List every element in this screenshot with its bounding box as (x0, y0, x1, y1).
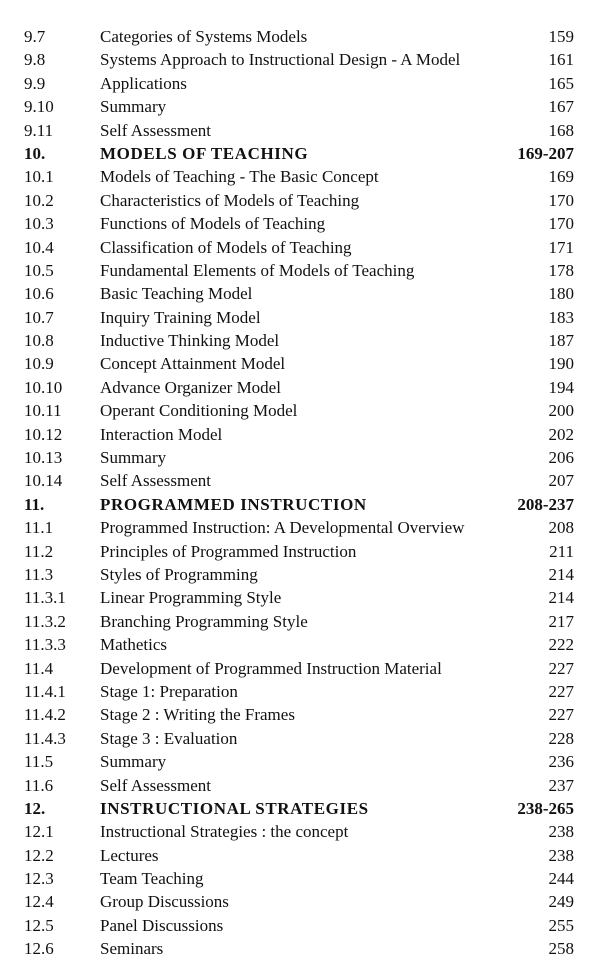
toc-entry-page: 165 (548, 73, 574, 93)
toc-entry-number: 12. (24, 798, 46, 818)
toc-entry-number: 10.1 (24, 167, 54, 187)
toc-entry-number: 11.2 (24, 541, 54, 561)
toc-entry-number: 11.3.1 (24, 588, 66, 608)
toc-entry-title: Interaction Model (100, 424, 223, 444)
toc-entry-title: Development of Programmed Instruction Material (100, 658, 442, 678)
toc-entry-page: 208 (548, 518, 574, 538)
toc-entry-title: Applications (100, 73, 187, 93)
toc-entry-row (0, 703, 600, 726)
toc-chapter-row (0, 493, 600, 516)
toc-entry-page: 170 (548, 214, 574, 234)
toc-entry-page: 238-265 (517, 798, 574, 818)
toc-entry-page: 159 (548, 27, 574, 46)
toc-entry-page: 171 (548, 237, 574, 257)
toc-entry-row (0, 937, 600, 960)
toc-entry-row (0, 610, 600, 633)
toc-entry-title: Self Assessment (100, 471, 211, 491)
toc-entry-number: 9.9 (24, 73, 46, 93)
toc-entry-number: 11.4 (24, 658, 54, 678)
toc-entry-row (0, 633, 600, 656)
toc-entry-number: 11.4.2 (24, 705, 66, 725)
toc-entry-title: Programmed Instruction: A Developmental Overview (100, 518, 465, 538)
toc-entry-title: Concept Attainment Model (100, 354, 286, 374)
toc-entry-page: 168 (548, 120, 574, 140)
toc-entry-title: Summary (100, 97, 167, 117)
toc-entry-title: Classification of Models of Teaching (100, 237, 352, 257)
toc-entry-page: 211 (549, 541, 574, 561)
toc-entry-row (0, 914, 600, 937)
toc-entry-title: Summary (100, 448, 167, 468)
toc-entry-title: Functions of Models of Teaching (100, 214, 326, 234)
toc-entry-title: Stage 1: Preparation (100, 681, 238, 701)
toc-entry-number: 10.11 (24, 401, 62, 421)
toc-entry-page: 200 (548, 401, 574, 421)
toc-entry-number: 12.3 (24, 869, 54, 889)
toc-entry-number: 12.5 (24, 915, 54, 935)
toc-entry-row (0, 282, 600, 305)
toc-entry-title: PROGRAMMED INSTRUCTION (100, 494, 367, 514)
toc-entry-row (0, 423, 600, 446)
toc-entry-number: 11.3 (24, 564, 54, 584)
toc-entry-row (0, 95, 600, 118)
toc-entry-title: Advance Organizer Model (100, 377, 281, 397)
toc-entry-page: 207 (548, 471, 574, 491)
toc-entry-page: 214 (548, 564, 574, 584)
toc-entry-number: 11.1 (24, 518, 54, 538)
toc-entry-row (0, 259, 600, 282)
toc-entry-row (0, 72, 600, 95)
toc-entry-row (0, 657, 600, 680)
toc-entry-row (0, 820, 600, 843)
toc-entry-page: 180 (548, 284, 574, 304)
toc-entry-number: 10.12 (24, 424, 63, 444)
toc-entry-title: Group Discussions (100, 892, 229, 912)
toc-entry-row (0, 774, 600, 797)
toc-entry-page: 202 (548, 424, 574, 444)
toc-entry-number: 11.3.3 (24, 635, 66, 655)
toc-entry-number: 11. (24, 494, 45, 514)
toc-entry-number: 11.5 (24, 752, 54, 772)
toc-entry-page: 238 (548, 845, 574, 865)
toc-entry-page: 222 (548, 635, 574, 655)
toc-entry-number: 10.5 (24, 260, 54, 280)
toc-entry-title: Instructional Strategies : the concept (100, 822, 349, 842)
toc-entry-row (0, 890, 600, 913)
toc-entry-title: INSTRUCTIONAL STRATEGIES (100, 798, 369, 818)
toc-entry-title: Branching Programming Style (100, 611, 308, 631)
toc-entry-page: 258 (548, 939, 574, 959)
toc-entry-number: 10. (24, 143, 46, 163)
toc-entry-page: 214 (548, 588, 574, 608)
toc-entry-title: Lectures (100, 845, 159, 865)
toc-entry-title: Systems Approach to Instructional Design - A Model (100, 50, 461, 70)
toc-entry-title: Characteristics of Models of Teaching (100, 190, 360, 210)
toc-entry-number: 11.4.1 (24, 681, 66, 701)
toc-entry-title: Panel Discussions (100, 915, 224, 935)
toc-entry-page: 169 (548, 167, 574, 187)
toc-entry-number: 11.3.2 (24, 611, 66, 631)
toc-entry-title: Basic Teaching Model (100, 284, 253, 304)
toc-entry-page: 236 (548, 752, 574, 772)
toc-entry-row (0, 563, 600, 586)
toc-entry-title: Categories of Systems Models (100, 27, 308, 46)
toc-entry-title: Inquiry Training Model (100, 307, 261, 327)
toc-entry-title: Mathetics (100, 635, 168, 655)
toc-entry-row (0, 119, 600, 142)
toc-entry-page: 183 (548, 307, 574, 327)
toc-entry-row (0, 469, 600, 492)
toc-entry-number: 10.13 (24, 448, 63, 468)
toc-entry-page: 227 (548, 705, 574, 725)
toc-entry-page: 194 (548, 377, 574, 397)
toc-entry-row (0, 376, 600, 399)
toc-entry-page: 190 (548, 354, 574, 374)
toc-entry-page: 167 (548, 97, 574, 117)
toc-entry-row (0, 586, 600, 609)
toc-entry-number: 11.6 (24, 775, 54, 795)
toc-entry-number: 11.4.3 (24, 728, 66, 748)
toc-entry-row (0, 540, 600, 563)
toc-entry-number: 10.9 (24, 354, 54, 374)
toc-entry-title: MODELS OF TEACHING (100, 143, 309, 163)
toc-entry-number: 9.11 (24, 120, 54, 140)
toc-entry-number: 10.6 (24, 284, 54, 304)
toc-entry-title: Principles of Programmed Instruction (100, 541, 357, 561)
toc-entry-number: 12.1 (24, 822, 54, 842)
toc-entry-row (0, 48, 600, 71)
toc-entry-title: Inductive Thinking Model (100, 331, 280, 351)
toc-entry-page: 217 (548, 611, 574, 631)
toc-entry-title: Self Assessment (100, 775, 211, 795)
toc-entry-row (0, 25, 600, 48)
toc-entry-row (0, 165, 600, 188)
toc-entry-row (0, 189, 600, 212)
toc-entry-title: Linear Programming Style (100, 588, 282, 608)
toc-entry-number: 10.8 (24, 331, 54, 351)
toc-entry-row (0, 352, 600, 375)
toc-entry-row (0, 844, 600, 867)
toc-chapter-row (0, 142, 600, 165)
toc-entry-number: 9.7 (24, 27, 46, 46)
toc-entry-title: Stage 2 : Writing the Frames (100, 705, 295, 725)
toc-entry-title: Models of Teaching - The Basic Concept (100, 167, 379, 187)
toc-entry-row (0, 727, 600, 750)
toc-entry-number: 9.10 (24, 97, 54, 117)
toc-entry-page: 170 (548, 190, 574, 210)
toc-entry-title: Fundamental Elements of Models of Teaching (100, 260, 415, 280)
toc-entry-row (0, 516, 600, 539)
toc-entry-row (0, 750, 600, 773)
toc-entry-title: Stage 3 : Evaluation (100, 728, 238, 748)
toc-chapter-row (0, 797, 600, 820)
toc-entry-number: 12.4 (24, 892, 54, 912)
toc-entry-page: 161 (548, 50, 574, 70)
toc-entry-page: 206 (548, 448, 574, 468)
toc-entry-number: 10.7 (24, 307, 54, 327)
toc-entry-row (0, 867, 600, 890)
toc-entry-page: 178 (548, 260, 574, 280)
toc-entry-row (0, 446, 600, 469)
toc-entry-number: 10.2 (24, 190, 54, 210)
toc-entry-number: 10.4 (24, 237, 54, 257)
toc-entry-page: 227 (548, 681, 574, 701)
toc-entry-row (0, 236, 600, 259)
toc-entry-title: Styles of Programming (100, 564, 258, 584)
toc-entry-page: 169-207 (517, 143, 574, 163)
toc-entry-title: Team Teaching (100, 869, 204, 889)
toc-entry-page: 187 (548, 331, 574, 351)
toc-entry-number: 9.8 (24, 50, 46, 70)
toc-entry-title: Self Assessment (100, 120, 211, 140)
toc-entry-page: 244 (548, 869, 574, 889)
toc-entry-title: Operant Conditioning Model (100, 401, 298, 421)
toc-entry-page: 237 (548, 775, 574, 795)
toc-entry-row (0, 329, 600, 352)
toc-entry-title: Seminars (100, 939, 164, 959)
toc-entry-number: 10.3 (24, 214, 54, 234)
toc-entry-row (0, 399, 600, 422)
toc-entry-number: 10.14 (24, 471, 63, 491)
toc-entry-page: 255 (548, 915, 574, 935)
toc-entry-row (0, 680, 600, 703)
toc-entry-number: 10.10 (24, 377, 63, 397)
toc-entry-page: 228 (548, 728, 574, 748)
toc-entry-page: 208-237 (517, 494, 574, 514)
toc-entry-number: 12.6 (24, 939, 54, 959)
toc-entry-page: 227 (548, 658, 574, 678)
toc-entry-page: 249 (548, 892, 574, 912)
toc-entry-row (0, 306, 600, 329)
toc-entry-page: 238 (548, 822, 574, 842)
toc-entry-number: 12.2 (24, 845, 54, 865)
toc-entry-title: Summary (100, 752, 167, 772)
toc-entry-row (0, 212, 600, 235)
